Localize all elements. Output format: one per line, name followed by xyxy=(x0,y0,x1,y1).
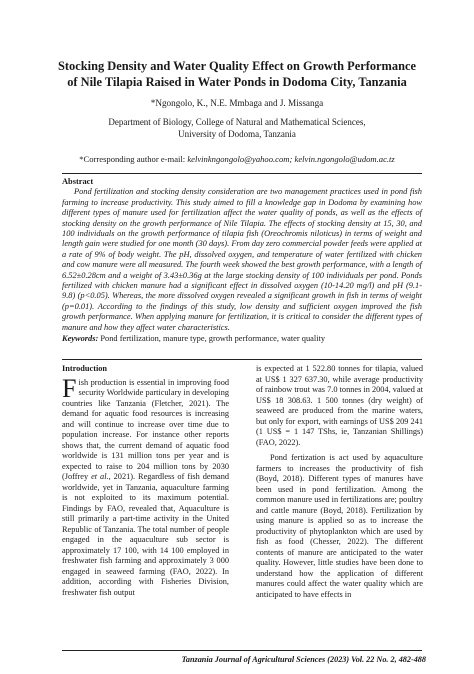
right-column xyxy=(256,364,423,600)
left-column xyxy=(62,364,229,598)
keywords-label: Keywords: xyxy=(62,334,99,344)
et-al-text: et al. xyxy=(91,472,109,481)
title-line-2: of Nile Tilapia Raised in Water Ponds in Dodoma City, Tanzania xyxy=(67,75,407,89)
keywords-text: Pond fertilization, manure type, growth performance, water quality xyxy=(98,334,326,344)
paper-title xyxy=(40,58,434,90)
affiliation-line-1: Department of Biology, College of Natural and Mathematical Sciences, xyxy=(108,117,366,127)
abstract-body: Pond fertilization and stocking density consideration are two management practices used in pond fish farming to increase productivity. This study aimed to fill a knowledge gap in Dodoma by examining how different types of manure used for fertilization affect the water quality of ponds, as well as the effects of stocking density on the growth performance of Nile Tilapia. The effects of stocking density at 15, 30, and 100 individuals on the growth performance of tilapia fish (Oreochromis niloticus) in terms of weight and length gain were studied for one month (30 days). From day zero commercial powder feeds were applied at a rate of 9% of body weight. The pH, dissolved oxygen, and temperature of water fertilized with chicken and cow manure were all measured. The fourth week showed the best growth performance, with a length of 6.52±0.28cm and a weight of 3.43±0.36g at the large stocking density of 100 individuals per pond. Ponds fertilized with chicken manure had a significant effect in dissolved oxygen (10-14.20 mg/l) and pH (9.1-9.8) (p<0.05). Whereas, the more dissolved oxygen revealed a significant growth in fish in terms of weight (p=0.01). According to the findings of this study, low density and sufficient oxygen improved the fish growth performance. When applying manure for fertilization, it is critical to consider the different types of manure and how they affect water characteristics. xyxy=(62,187,422,332)
intro-text-part-1: ish production is essential in improving food security Worldwide particulary in developing countries like Tanzania (Fletcher, 2021). The demand for aquatic food resources is increasing and will continue to increase over time due to population increase. For instance other reports shows that, the current demand of aquatic food worldwide is 131 million tons per year and is expected to raise to 204 million tons by 2030 (Joffrey xyxy=(62,377,229,481)
affiliation xyxy=(50,117,424,140)
author-list: *Ngongolo, K., N.E. Mmbaga and J. Missanga xyxy=(150,98,324,108)
affiliation-line-2: University of Dodoma, Tanzania xyxy=(178,128,296,139)
abstract-bottom-rule xyxy=(62,359,422,360)
journal-footer: Tanzania Journal of Agricultural Sciences (2023) Vol. 22 No. 2, 482-488 xyxy=(181,655,426,664)
drop-cap: F xyxy=(62,373,77,403)
introduction-heading: Introduction xyxy=(62,364,108,373)
abstract-top-rule xyxy=(62,173,422,174)
intro-text-part-2: , 2021). Regardless of fish demand worldwide, yet in Tanzania, aquaculture farming is not exploited to its maximum potential. Findings by FAO, revealed that, Aquaculture is still primarily a part-time activity in the United Republic of Tanzania. The total number of people engaged in the aquaculture sub sector is approximately 17 100, with 14 100 employed in freshwater fish farming and approximately 3 000 engaged in seaweed farming (FAO, 2022). In addition, according with Fisheries Division, freshwater fish output xyxy=(62,472,230,597)
corresponding-label: *Corresponding author e-mail: xyxy=(79,154,188,164)
title-line-1: Stocking Density and Water Quality Effect on Growth Performance xyxy=(58,59,416,73)
intro-continuation: is expected at 1 522.80 tonnes for tilapia, valued at US$ 1 327 637.30, while average productivity of rainbow trout was 7.0 tonnes in 2004, valued at US$ 18 308.63. 1 500 tonnes (dry weight) of seaweed are produced from the marine waters, but only for export, with earnings of US$ 209 241 (1 US$ = 1 147 TShs, ie, Tanzanian Shillings)(FAO, 2022). xyxy=(256,364,423,447)
intro-paragraph-1 xyxy=(62,373,230,599)
corresponding-emails[interactable]: kelvinkngongolo@yahoo.com; kelvin.ngongolo@udom.ac.tz xyxy=(187,154,395,164)
intro-paragraph-2: Pond fertization is act used by aquaculture farmers to increases the productivity of fish (Boyd, 2018). Different types of manures have been used in pond fertilization. Among the common manure used in fertilizations are; poultry and cattle manure (Boyd, 2018). Fertilization by using manure is applied so as to increase the productivity of phytoplankton which are used by fish as food (Chesser, 2022). The different contents of manure are anticipated to the water quality. However, little studies have been done to understand how the application of different manures could affect the water quality which are anticipated to have effects in xyxy=(256,453,423,599)
abstract-section xyxy=(62,177,422,345)
abstract-heading: Abstract xyxy=(62,177,94,186)
corresponding-author xyxy=(50,154,424,165)
keywords xyxy=(62,334,422,344)
footer-rule xyxy=(62,650,422,651)
